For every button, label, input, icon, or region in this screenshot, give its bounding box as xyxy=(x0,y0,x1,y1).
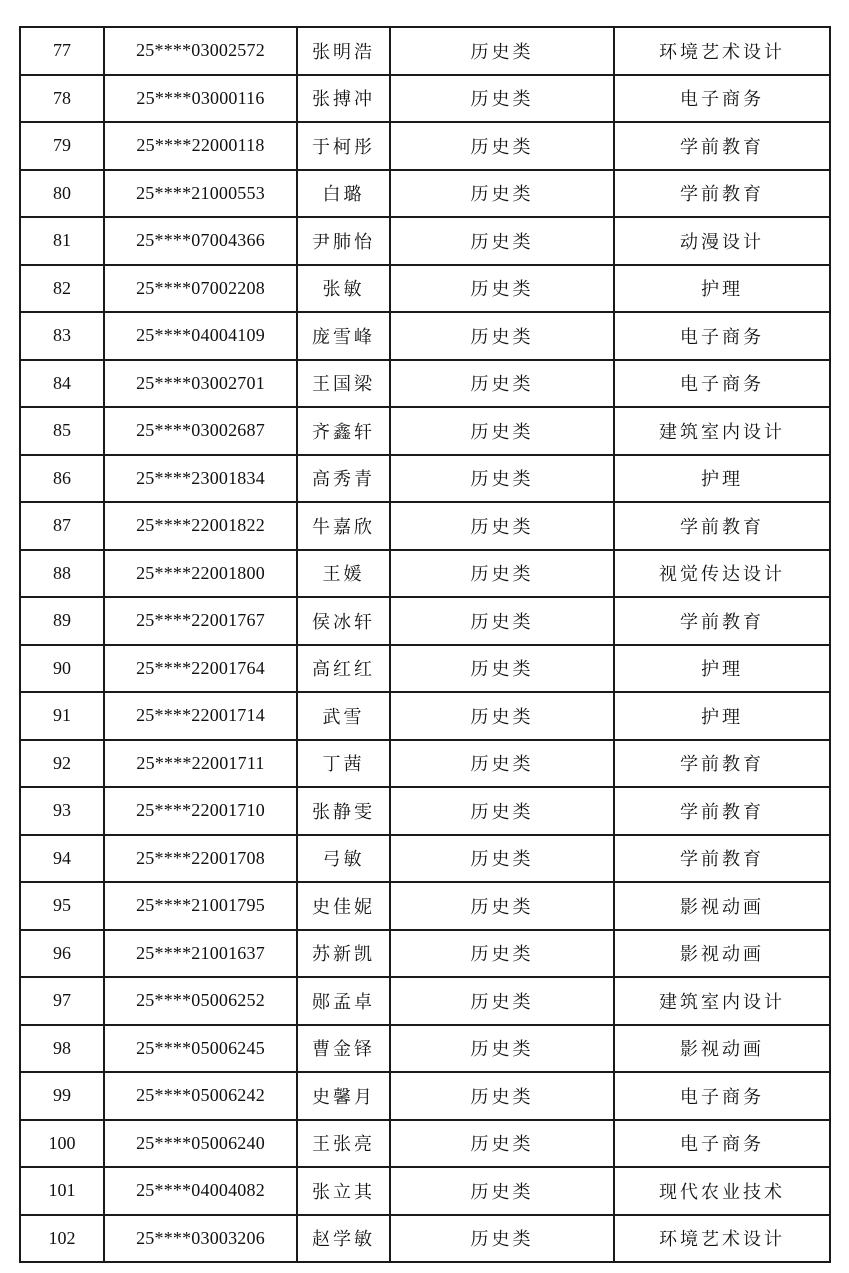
subject-category-cell: 历史类 xyxy=(390,407,614,455)
candidate-id-cell: 25****07004366 xyxy=(104,217,297,265)
student-name-cell: 武雪 xyxy=(297,692,390,740)
major-cell: 电子商务 xyxy=(614,312,830,360)
student-name-cell: 高秀青 xyxy=(297,455,390,503)
subject-category-cell: 历史类 xyxy=(390,360,614,408)
subject-category-cell: 历史类 xyxy=(390,930,614,978)
student-name-cell: 王国梁 xyxy=(297,360,390,408)
candidate-id-cell: 25****22001711 xyxy=(104,740,297,788)
subject-category-cell: 历史类 xyxy=(390,645,614,693)
row-number-cell: 77 xyxy=(20,27,104,75)
student-name-cell: 张静雯 xyxy=(297,787,390,835)
row-number-cell: 90 xyxy=(20,645,104,693)
student-name-cell: 王张亮 xyxy=(297,1120,390,1168)
table-row xyxy=(20,312,830,360)
subject-category-cell: 历史类 xyxy=(390,1120,614,1168)
table-row xyxy=(20,977,830,1025)
student-name-cell: 白璐 xyxy=(297,170,390,218)
row-number-cell: 87 xyxy=(20,502,104,550)
table-row xyxy=(20,75,830,123)
major-cell: 影视动画 xyxy=(614,1025,830,1073)
candidate-id-cell: 25****05006242 xyxy=(104,1072,297,1120)
candidate-id-cell: 25****23001834 xyxy=(104,455,297,503)
candidate-id-cell: 25****05006240 xyxy=(104,1120,297,1168)
student-name-cell: 张立其 xyxy=(297,1167,390,1215)
row-number-cell: 82 xyxy=(20,265,104,313)
student-name-cell: 高红红 xyxy=(297,645,390,693)
row-number-cell: 85 xyxy=(20,407,104,455)
subject-category-cell: 历史类 xyxy=(390,1167,614,1215)
row-number-cell: 91 xyxy=(20,692,104,740)
table-row xyxy=(20,1025,830,1073)
table-row xyxy=(20,787,830,835)
table-row xyxy=(20,455,830,503)
student-name-cell: 张明浩 xyxy=(297,27,390,75)
student-name-cell: 曹金铎 xyxy=(297,1025,390,1073)
major-cell: 护理 xyxy=(614,455,830,503)
table-row xyxy=(20,692,830,740)
row-number-cell: 88 xyxy=(20,550,104,598)
row-number-cell: 89 xyxy=(20,597,104,645)
table-row xyxy=(20,835,830,883)
candidate-id-cell: 25****21001637 xyxy=(104,930,297,978)
student-name-cell: 郧孟卓 xyxy=(297,977,390,1025)
table-row xyxy=(20,265,830,313)
candidate-id-cell: 25****04004082 xyxy=(104,1167,297,1215)
roster-table-body xyxy=(20,27,830,1262)
major-cell: 电子商务 xyxy=(614,360,830,408)
subject-category-cell: 历史类 xyxy=(390,312,614,360)
subject-category-cell: 历史类 xyxy=(390,502,614,550)
major-cell: 护理 xyxy=(614,265,830,313)
subject-category-cell: 历史类 xyxy=(390,787,614,835)
candidate-id-cell: 25****03002701 xyxy=(104,360,297,408)
major-cell: 学前教育 xyxy=(614,170,830,218)
student-name-cell: 牛嘉欣 xyxy=(297,502,390,550)
table-row xyxy=(20,407,830,455)
table-row xyxy=(20,550,830,598)
major-cell: 环境艺术设计 xyxy=(614,27,830,75)
student-name-cell: 于柯彤 xyxy=(297,122,390,170)
major-cell: 学前教育 xyxy=(614,597,830,645)
row-number-cell: 80 xyxy=(20,170,104,218)
row-number-cell: 81 xyxy=(20,217,104,265)
row-number-cell: 95 xyxy=(20,882,104,930)
major-cell: 建筑室内设计 xyxy=(614,977,830,1025)
table-row xyxy=(20,170,830,218)
table-row xyxy=(20,740,830,788)
major-cell: 电子商务 xyxy=(614,75,830,123)
major-cell: 学前教育 xyxy=(614,740,830,788)
student-name-cell: 庞雪峰 xyxy=(297,312,390,360)
candidate-id-cell: 25****22001822 xyxy=(104,502,297,550)
subject-category-cell: 历史类 xyxy=(390,740,614,788)
student-name-cell: 赵学敏 xyxy=(297,1215,390,1263)
table-row xyxy=(20,930,830,978)
candidate-id-cell: 25****05006245 xyxy=(104,1025,297,1073)
candidate-id-cell: 25****22001710 xyxy=(104,787,297,835)
candidate-id-cell: 25****03000116 xyxy=(104,75,297,123)
subject-category-cell: 历史类 xyxy=(390,835,614,883)
table-row xyxy=(20,597,830,645)
major-cell: 建筑室内设计 xyxy=(614,407,830,455)
table-row xyxy=(20,360,830,408)
subject-category-cell: 历史类 xyxy=(390,1215,614,1263)
candidate-id-cell: 25****22001767 xyxy=(104,597,297,645)
candidate-id-cell: 25****03003206 xyxy=(104,1215,297,1263)
table-row xyxy=(20,1072,830,1120)
row-number-cell: 98 xyxy=(20,1025,104,1073)
candidate-id-cell: 25****05006252 xyxy=(104,977,297,1025)
admission-roster-table xyxy=(19,26,831,1263)
row-number-cell: 92 xyxy=(20,740,104,788)
subject-category-cell: 历史类 xyxy=(390,217,614,265)
row-number-cell: 100 xyxy=(20,1120,104,1168)
candidate-id-cell: 25****04004109 xyxy=(104,312,297,360)
student-name-cell: 史馨月 xyxy=(297,1072,390,1120)
candidate-id-cell: 25****03002687 xyxy=(104,407,297,455)
subject-category-cell: 历史类 xyxy=(390,550,614,598)
candidate-id-cell: 25****22001800 xyxy=(104,550,297,598)
table-row xyxy=(20,502,830,550)
candidate-id-cell: 25****22001708 xyxy=(104,835,297,883)
subject-category-cell: 历史类 xyxy=(390,75,614,123)
subject-category-cell: 历史类 xyxy=(390,27,614,75)
candidate-id-cell: 25****22000118 xyxy=(104,122,297,170)
row-number-cell: 96 xyxy=(20,930,104,978)
student-name-cell: 苏新凯 xyxy=(297,930,390,978)
student-name-cell: 丁茜 xyxy=(297,740,390,788)
candidate-id-cell: 25****07002208 xyxy=(104,265,297,313)
row-number-cell: 94 xyxy=(20,835,104,883)
major-cell: 学前教育 xyxy=(614,835,830,883)
student-name-cell: 尹肺怡 xyxy=(297,217,390,265)
major-cell: 动漫设计 xyxy=(614,217,830,265)
subject-category-cell: 历史类 xyxy=(390,597,614,645)
subject-category-cell: 历史类 xyxy=(390,455,614,503)
subject-category-cell: 历史类 xyxy=(390,692,614,740)
subject-category-cell: 历史类 xyxy=(390,170,614,218)
candidate-id-cell: 25****22001714 xyxy=(104,692,297,740)
major-cell: 护理 xyxy=(614,645,830,693)
student-name-cell: 齐鑫轩 xyxy=(297,407,390,455)
table-row xyxy=(20,1167,830,1215)
row-number-cell: 101 xyxy=(20,1167,104,1215)
major-cell: 电子商务 xyxy=(614,1120,830,1168)
row-number-cell: 93 xyxy=(20,787,104,835)
major-cell: 影视动画 xyxy=(614,930,830,978)
row-number-cell: 83 xyxy=(20,312,104,360)
student-name-cell: 侯冰轩 xyxy=(297,597,390,645)
subject-category-cell: 历史类 xyxy=(390,265,614,313)
row-number-cell: 86 xyxy=(20,455,104,503)
table-row xyxy=(20,217,830,265)
student-name-cell: 张搏冲 xyxy=(297,75,390,123)
table-row xyxy=(20,882,830,930)
major-cell: 学前教育 xyxy=(614,122,830,170)
row-number-cell: 97 xyxy=(20,977,104,1025)
row-number-cell: 84 xyxy=(20,360,104,408)
candidate-id-cell: 25****21001795 xyxy=(104,882,297,930)
candidate-id-cell: 25****03002572 xyxy=(104,27,297,75)
row-number-cell: 78 xyxy=(20,75,104,123)
major-cell: 电子商务 xyxy=(614,1072,830,1120)
table-row xyxy=(20,645,830,693)
subject-category-cell: 历史类 xyxy=(390,1025,614,1073)
table-row xyxy=(20,1215,830,1263)
subject-category-cell: 历史类 xyxy=(390,882,614,930)
major-cell: 现代农业技术 xyxy=(614,1167,830,1215)
major-cell: 视觉传达设计 xyxy=(614,550,830,598)
candidate-id-cell: 25****21000553 xyxy=(104,170,297,218)
major-cell: 学前教育 xyxy=(614,502,830,550)
major-cell: 影视动画 xyxy=(614,882,830,930)
row-number-cell: 79 xyxy=(20,122,104,170)
table-row xyxy=(20,122,830,170)
major-cell: 学前教育 xyxy=(614,787,830,835)
major-cell: 环境艺术设计 xyxy=(614,1215,830,1263)
subject-category-cell: 历史类 xyxy=(390,1072,614,1120)
candidate-id-cell: 25****22001764 xyxy=(104,645,297,693)
row-number-cell: 99 xyxy=(20,1072,104,1120)
table-row xyxy=(20,27,830,75)
subject-category-cell: 历史类 xyxy=(390,122,614,170)
table-row xyxy=(20,1120,830,1168)
subject-category-cell: 历史类 xyxy=(390,977,614,1025)
student-name-cell: 张敏 xyxy=(297,265,390,313)
student-name-cell: 弓敏 xyxy=(297,835,390,883)
row-number-cell: 102 xyxy=(20,1215,104,1263)
major-cell: 护理 xyxy=(614,692,830,740)
student-name-cell: 王媛 xyxy=(297,550,390,598)
student-name-cell: 史佳妮 xyxy=(297,882,390,930)
